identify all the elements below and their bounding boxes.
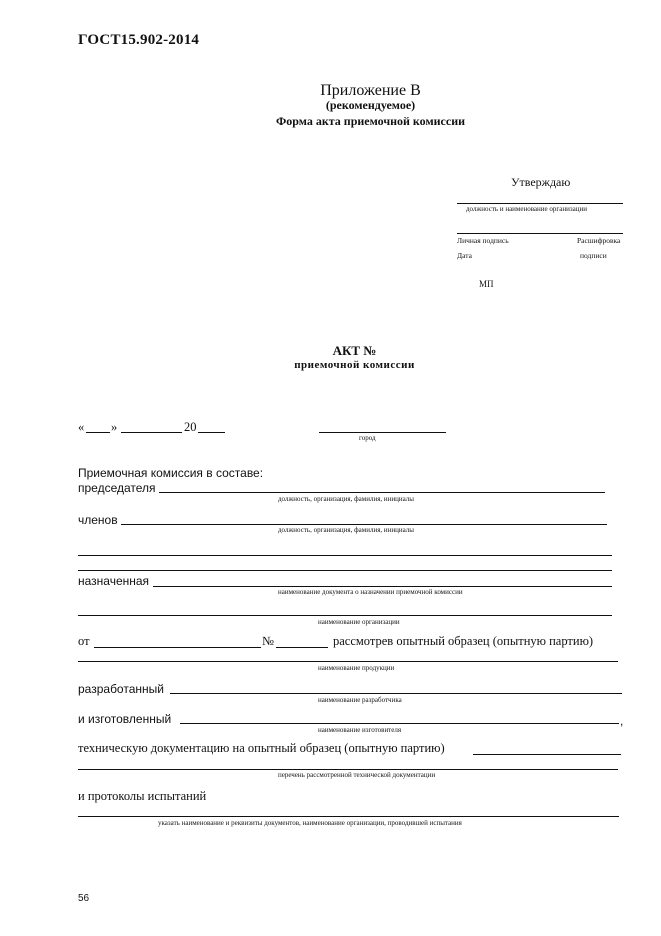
members-label: членов xyxy=(78,513,118,527)
month-line xyxy=(121,432,182,433)
manufactured-comma: , xyxy=(620,714,624,728)
tech-docs-line-2 xyxy=(78,769,618,770)
developer-line xyxy=(170,693,622,694)
protocols-line xyxy=(78,816,619,817)
commission-intro: Приемочная комиссия в составе: xyxy=(78,466,264,480)
appointed-label: назначенная xyxy=(78,574,150,588)
protocols-caption: указать наименование и реквизиты документов, наименование организации, проводившей испытания xyxy=(158,819,462,827)
appendix-status: (рекомендуемое) xyxy=(325,98,416,112)
from-date-line xyxy=(94,647,261,648)
chairman-line xyxy=(159,492,605,493)
appendix-title: Приложение В xyxy=(320,82,421,99)
reviewed-label: рассмотрев опытный образец (опытную партию) xyxy=(333,634,594,648)
appointed-caption: наименование документа о назначении приемочной комиссии xyxy=(278,588,463,596)
tech-docs-line xyxy=(473,754,621,755)
number-sign: № xyxy=(262,634,274,648)
manufacturer-caption: наименование изготовителя xyxy=(318,726,402,734)
approve-label: Утверждаю xyxy=(511,175,571,189)
signature2-caption: подписи xyxy=(580,251,607,260)
tech-docs-label: техническую документацию на опытный образец (опытную партию) xyxy=(78,741,445,755)
signature-caption: Личная подпись xyxy=(457,236,509,245)
position-caption: должность и наименование организации xyxy=(466,205,587,213)
day-line xyxy=(86,432,110,433)
date-caption: Дата xyxy=(457,251,472,260)
page-number: 56 xyxy=(78,893,90,904)
manufacturer-line xyxy=(180,723,619,724)
organization-line xyxy=(78,615,612,616)
members-caption: должность, организация, фамилия, инициалы xyxy=(278,526,415,534)
appointed-line xyxy=(153,586,612,587)
tech-docs-caption: перечень рассмотренной технической документации xyxy=(278,771,436,779)
protocols-label: и протоколы испытаний xyxy=(78,789,207,803)
organization-caption: наименование организации xyxy=(318,618,400,626)
product-line xyxy=(78,661,618,662)
document-code: ГОСТ15.902-2014 xyxy=(78,32,200,48)
city-line xyxy=(319,432,446,433)
act-subtitle: приемочной комиссии xyxy=(294,359,415,371)
close-quote: » xyxy=(111,420,118,434)
year-prefix: 20 xyxy=(184,420,197,434)
chairman-caption: должность, организация, фамилия, инициалы xyxy=(278,495,415,503)
manufactured-label: и изготовленный xyxy=(78,712,172,726)
appendix-subtitle: Форма акта приемочной комиссии xyxy=(275,114,466,128)
product-caption: наименование продукции xyxy=(318,664,395,672)
members-line-3 xyxy=(78,570,612,571)
position-line xyxy=(457,203,623,204)
members-line xyxy=(121,524,607,525)
signature-line xyxy=(457,233,623,234)
decryption-caption: Расшифровка xyxy=(577,236,621,245)
year-line xyxy=(198,432,225,433)
act-title: АКТ № xyxy=(332,343,377,358)
developed-label: разработанный xyxy=(78,682,164,696)
open-quote: « xyxy=(78,420,85,434)
developer-caption: наименование разработчика xyxy=(318,696,402,704)
seal-label: МП xyxy=(479,279,494,289)
city-caption: город xyxy=(359,434,376,442)
number-line xyxy=(276,647,328,648)
members-line-2 xyxy=(78,555,612,556)
chairman-label: председателя xyxy=(78,481,156,495)
from-label: от xyxy=(78,634,90,648)
